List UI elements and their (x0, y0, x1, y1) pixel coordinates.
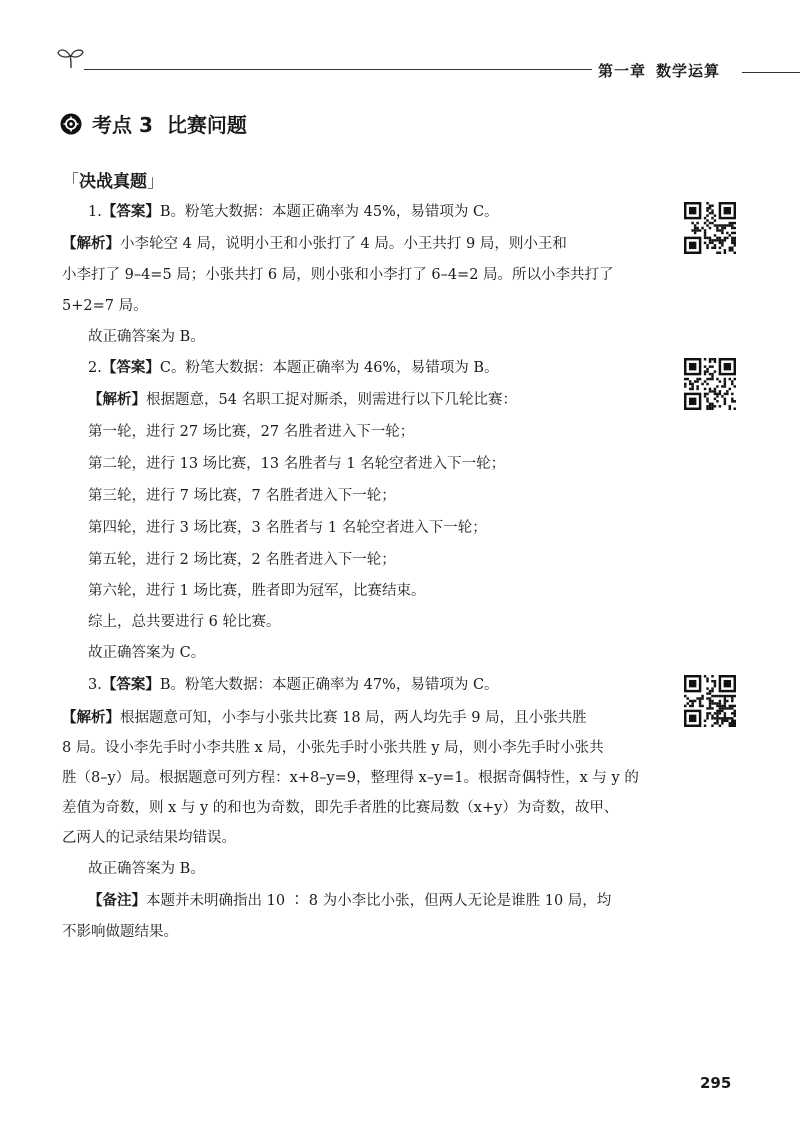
q3-analysis-line-5: 乙两人的记录结果均错误。 (62, 830, 236, 846)
q2-round-2: 第二轮，进行 13 场比赛，13 名胜者与 1 名轮空者进入下一轮； (88, 456, 506, 472)
q2-answer-text: C。粉笔大数据：本题正确率为 46%，易错项为 B。 (159, 360, 499, 376)
q3-analysis-tag: 【解析】 (62, 710, 120, 726)
qr-code-icon[interactable] (684, 202, 736, 254)
q3-analysis-text-1: 根据题意可知，小李与小张共比赛 18 局，两人均先手 9 局，且小张共胜 (120, 710, 587, 726)
q3-conclusion: 故正确答案为 B。 (88, 861, 205, 877)
q3-analysis-line-3: 胜（8–y）局。根据题意可列方程：x+8–y=9，整理得 x–y=1。根据奇偶特性，x 与 y 的 (62, 770, 639, 786)
q2-round-4: 第四轮，进行 3 场比赛，3 名胜者与 1 名轮空者进入下一轮； (88, 520, 487, 536)
q1-answer-tag: 【答案】 (101, 204, 160, 220)
q3-answer-text: B。粉笔大数据：本题正确率为 47%，易错项为 C。 (159, 677, 499, 693)
leaf-sprout-icon (56, 46, 86, 70)
q3-analysis-line-4: 差值为奇数，则 x 与 y 的和也为奇数，即先手者胜的比赛局数（x+y）为奇数，故甲、 (62, 800, 619, 816)
q2-round-5: 第五轮，进行 2 场比赛，2 名胜者进入下一轮； (88, 552, 396, 568)
q1-conclusion: 故正确答案为 B。 (88, 329, 205, 345)
q1-number: 1. (88, 204, 102, 220)
page-number: 295 (700, 1074, 732, 1092)
q3-answer-tag: 【答案】 (101, 677, 160, 693)
q3-analysis-line-2: 8 局。设小李先手时小李共胜 x 局，小张先手时小张共胜 y 局，则小李先手时小张共 (62, 740, 604, 756)
q2-analysis-text-1: 根据题意，54 名职工捉对厮杀，则需进行以下几轮比赛： (146, 392, 518, 408)
header-rule-right (742, 72, 800, 73)
q3-note-tag: 【备注】 (88, 893, 146, 909)
q2-analysis-tag: 【解析】 (88, 392, 146, 408)
q2-answer-tag: 【答案】 (101, 360, 160, 376)
q2-round-3: 第三轮，进行 7 场比赛，7 名胜者进入下一轮； (88, 488, 396, 504)
q2-answer-line (88, 358, 499, 378)
running-header (598, 60, 720, 81)
q2-number: 2. (88, 360, 102, 376)
subsection-close-bracket: 」 (147, 172, 164, 192)
qr-code-icon[interactable] (684, 675, 736, 727)
q2-round-6: 第六轮，进行 1 场比赛，胜者即为冠军，比赛结束。 (88, 583, 426, 599)
subsection-open-bracket: 「 (62, 172, 79, 192)
q3-note-line-2: 不影响做题结果。 (62, 924, 178, 940)
q2-round-1: 第一轮，进行 27 场比赛，27 名胜者进入下一轮； (88, 424, 415, 440)
gear-circle-icon (60, 113, 82, 135)
chapter-title: 数学运算 (656, 62, 721, 80)
q2-conclusion: 故正确答案为 C。 (88, 645, 206, 661)
q3-answer-line (88, 675, 499, 695)
q1-analysis-text-1: 小李轮空 4 局，说明小王和小张打了 4 局。小王共打 9 局，则小王和 (120, 236, 567, 252)
q3-note-line-1 (88, 891, 611, 911)
section-label: 考点 3 (92, 113, 153, 137)
q1-answer-line (88, 202, 499, 222)
q1-analysis-line-1 (62, 234, 567, 254)
header-rule-left (84, 69, 592, 70)
chapter-number: 第一章 (598, 62, 647, 80)
q1-analysis-line-3: 5+2=7 局。 (62, 298, 148, 314)
q2-summary: 综上，总共要进行 6 轮比赛。 (88, 614, 281, 630)
q1-analysis-line-2: 小李打了 9–4=5 局；小张共打 6 局，则小张和小李打了 6–4=2 局。所以小李共打了 (62, 267, 614, 283)
q2-analysis-line-1 (88, 390, 517, 410)
q3-analysis-line-1 (62, 708, 587, 728)
q1-answer-text: B。粉笔大数据：本题正确率为 45%，易错项为 C。 (159, 204, 499, 220)
q1-analysis-tag: 【解析】 (62, 236, 120, 252)
section-heading: 比赛问题 (166, 113, 247, 137)
q3-number: 3. (88, 677, 102, 693)
subsection-heading: 决战真题 (79, 172, 147, 192)
qr-code-icon[interactable] (684, 358, 736, 410)
q3-note-text-1: 本题并未明确指出 10 ∶ 8 为小李比小张，但两人无论是谁胜 10 局，均 (146, 893, 612, 909)
section-title (92, 109, 247, 138)
subsection-title (62, 167, 164, 192)
